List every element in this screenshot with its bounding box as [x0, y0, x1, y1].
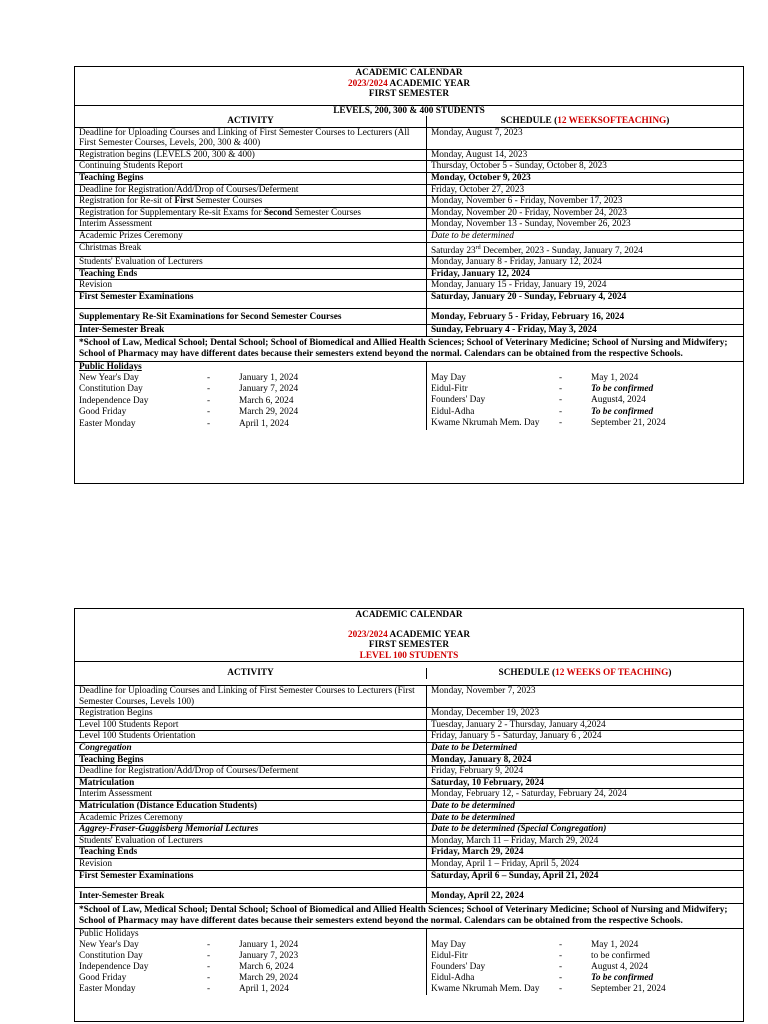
holiday-item: Independence Day - March 6, 2024 [79, 961, 294, 972]
table-row: Deadline for Uploading Courses and Linking of First Semester Courses to Lecturers (First Semester Courses, Levels 100) Monday, November 7, 2023 [75, 685, 743, 707]
table-row: Level 100 Students Orientation Friday, January 5 - Saturday, January 6 , 2024 [75, 730, 743, 742]
column-headers [75, 116, 743, 127]
table-row: Registration begins (LEVELS 200, 300 & 400) Monday, August 14, 2023 [75, 149, 743, 161]
table-row: Aggrey-Fraser-Guggisberg Memorial Lectures Date to be determined (Special Congregation) [75, 823, 743, 835]
holiday-item: Independence Day - March 6, 2024 [79, 395, 294, 406]
table-row: Interim Assessment Monday, February 12, - Saturday, February 24, 2024 [75, 788, 743, 800]
table-row: Teaching Ends Friday, March 29, 2024 [75, 846, 743, 858]
holiday-item: Good Friday - March 29, 2024 [79, 972, 299, 983]
holidays-title: Public Holidays [79, 361, 142, 372]
table-row: Revision Monday, January 15 - Friday, January 19, 2024 [75, 279, 743, 291]
table-row: First Semester Examinations Saturday, January 20 - Sunday, February 4, 2024 [75, 291, 743, 308]
table-row: Matriculation Saturday, 10 February, 2024 [75, 777, 743, 789]
holidays-left [75, 929, 427, 995]
holidays-right [427, 362, 743, 430]
levels-title: LEVELS, 200, 300 & 400 STUDENTS [75, 105, 743, 117]
holiday-item: Easter Monday - April 1, 2024 [79, 983, 289, 994]
schools-note: *School of Law, Medical School; Dental School; School of Biomedical and Allied Health Sciences; School of Veterinary Medicine; School of Nursing and Midwifery; School of Pharmacy may have different dates because their semesters extend beyond the normal. Calendars can be obtained from the respective Schools. [75, 336, 743, 361]
holidays-left [75, 362, 427, 430]
calendar-header [75, 609, 743, 661]
table-row: Interim Assessment Monday, November 13 - Sunday, November 26, 2023 [75, 218, 743, 230]
table-row: Teaching Begins Monday, January 8, 2024 [75, 754, 743, 766]
table-row: Registration Begins Monday, December 19, 2023 [75, 707, 743, 719]
holiday-item: New Year's Day - January 1, 2024 [79, 373, 299, 383]
table-row: Matriculation (Distance Education Students) Date to be determined [75, 800, 743, 812]
schedule-header: SCHEDULE (12 WEEKS OF TEACHING) [498, 668, 672, 679]
table-row: Deadline for Registration/Add/Drop of Courses/Deferment Friday, February 9, 2024 [75, 765, 743, 777]
holiday-item: May Day - May 1, 2024 [431, 939, 639, 950]
holiday-item: Good Friday - March 29, 2024 [79, 407, 299, 418]
public-holidays [75, 361, 743, 430]
table-row: Registration for Supplementary Re-sit Exams for Second Semester Courses Monday, November 20 - Friday, November 24, 2023 [75, 207, 743, 219]
table-row: Continuing Students Report Thursday, October 5 - Sunday, October 8, 2023 [75, 160, 743, 172]
holiday-item: Kwame Nkrumah Mem. Day - September 21, 2024 [431, 983, 666, 994]
table-row: Students' Evaluation of Lecturers Monday, March 11 – Friday, March 29, 2024 [75, 835, 743, 847]
table-row: Revision Monday, April 1 – Friday, April 5, 2024 [75, 858, 743, 870]
holiday-item: Constitution Day - January 7, 2023 [79, 950, 299, 961]
table-row: Deadline for Registration/Add/Drop of Courses/Deferment Friday, October 27, 2023 [75, 184, 743, 196]
academic-year: 2023/2024 ACADEMIC YEAR [347, 78, 471, 89]
holiday-item: New Year's Day - January 1, 2024 [79, 939, 299, 950]
holiday-item: May Day - May 1, 2024 [431, 372, 639, 383]
schools-note: *School of Law, Medical School; Dental School; School of Biomedical and Allied Health Sciences; School of Veterinary Medicine; School of Nursing and Midwifery; School of Pharmacy may have different dates because their semesters extend beyond the normal. Calendars can be obtained from the respective Schools. [75, 903, 743, 928]
table-row: Teaching Begins Monday, October 9, 2023 [75, 172, 743, 184]
table-row: Academic Prizes Ceremony Date to be determined [75, 230, 743, 242]
holiday-item: Founders' Day - August 4, 2024 [431, 961, 649, 972]
table-row: Christmas Break Saturday 23rd December, 2023 - Sunday, January 7, 2024 [75, 242, 743, 257]
table-row: Congregation Date to be Determined [75, 742, 743, 754]
calendar-title: ACADEMIC CALENDAR [355, 68, 463, 78]
holiday-item: Eidul-Adha - To be confirmed [431, 972, 654, 983]
table-row: Supplementary Re-Sit Examinations for Second Semester Courses Monday, February 5 - Friday, February 16, 2024 [75, 308, 743, 324]
table-row: First Semester Examinations Saturday, April 6 – Sunday, April 21, 2024 [75, 870, 743, 887]
table-row: Students' Evaluation of Lecturers Monday, January 8 - Friday, January 12, 2024 [75, 256, 743, 268]
holiday-item: Eidul-Fitr - to be confirmed [431, 950, 650, 961]
holiday-item: Eidul-Fitr - To be confirmed [431, 384, 654, 394]
calendar-header [75, 67, 743, 100]
activity-header: ACTIVITY [75, 116, 427, 127]
semester-title: FIRST SEMESTER [368, 640, 450, 650]
holiday-item: Easter Monday - April 1, 2024 [79, 418, 289, 429]
levels-title: LEVEL 100 STUDENTS [359, 650, 459, 661]
holidays-right [427, 929, 743, 995]
holiday-item: Founders' Day - August4, 2024 [431, 395, 646, 406]
calendar-title: ACADEMIC CALENDAR [355, 610, 463, 620]
holiday-item: Eidul-Adha - To be confirmed [431, 406, 654, 417]
calendar-level-100 [74, 608, 744, 1022]
table-row: Inter-Semester Break Monday, April 22, 2024 [75, 887, 743, 903]
public-holidays [75, 928, 743, 995]
holidays-title: Public Holidays [79, 928, 139, 939]
semester-title: FIRST SEMESTER [368, 89, 450, 99]
table-row: Level 100 Students Report Tuesday, January 2 - Thursday, January 4,2024 [75, 719, 743, 731]
holiday-item: Constitution Day - January 7, 2024 [79, 384, 299, 395]
column-headers [75, 661, 743, 685]
holiday-item: Kwame Nkrumah Mem. Day - September 21, 2024 [431, 418, 666, 429]
activity-header: ACTIVITY [75, 668, 427, 679]
schedule-header: SCHEDULE (12 WEEKSOFTEACHING) [500, 116, 670, 126]
table-row: Inter-Semester Break Sunday, February 4 - Friday, May 3, 2024 [75, 324, 743, 336]
table-row: Deadline for Uploading Courses and Linking of First Semester Courses to Lecturers (All First Semester Courses, Levels, 200, 300 & 400) Monday, August 7, 2023 [75, 127, 743, 149]
academic-year: 2023/2024 ACADEMIC YEAR [347, 629, 471, 640]
table-row: Teaching Ends Friday, January 12, 2024 [75, 268, 743, 280]
calendar-levels-200-400 [74, 66, 744, 484]
table-row: Academic Prizes Ceremony Date to be determined [75, 812, 743, 824]
table-row: Registration for Re-sit of First Semester Courses Monday, November 6 - Friday, November 17, 2023 [75, 195, 743, 207]
